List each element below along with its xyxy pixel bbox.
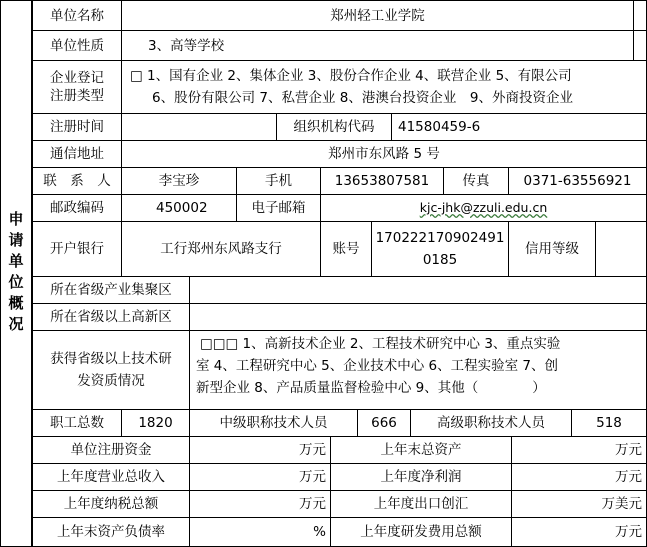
tax-value[interactable]: 万元: [189, 490, 331, 518]
total-assets-value[interactable]: 万元: [511, 436, 647, 464]
registration-time-value[interactable]: [121, 113, 277, 141]
cluster-label: 所在省级产业集聚区: [32, 276, 190, 304]
account-value[interactable]: [371, 221, 509, 277]
hitech-zone-value[interactable]: [189, 303, 647, 331]
unit-nature-label: 单位性质: [32, 30, 122, 61]
email-value[interactable]: [320, 194, 647, 222]
enterprise-type-label-line2: 注册类型: [50, 88, 104, 104]
fax-label: 传真: [443, 167, 509, 195]
enterprise-type-label: [32, 60, 122, 114]
debt-ratio-value[interactable]: %: [189, 517, 331, 547]
contact-label: 联 系 人: [32, 167, 122, 195]
qualification-options[interactable]: [189, 330, 647, 410]
postcode-value[interactable]: 450002: [121, 194, 237, 222]
mid-title-value[interactable]: 666: [357, 409, 411, 437]
account-label: 账号: [320, 221, 372, 277]
tax-label: 上年度纳税总额: [32, 490, 190, 518]
account-line1: 170222170902491: [375, 230, 505, 246]
registered-capital-value[interactable]: 万元: [189, 436, 331, 464]
fax-value[interactable]: 0371-63556921: [508, 167, 647, 195]
enterprise-type-label-line1: 企业登记: [50, 70, 104, 86]
postcode-label: 邮政编码: [32, 194, 122, 222]
staff-value[interactable]: 1820: [121, 409, 190, 437]
qualification-label-line1: 获得省级以上技术研: [50, 351, 172, 367]
rd-expense-label: 上年度研发费用总额: [330, 517, 512, 547]
total-assets-label: 上年末总资产: [330, 436, 512, 464]
org-code-label: 组织机构代码: [276, 113, 392, 141]
rd-expense-value[interactable]: 万元: [511, 517, 647, 547]
net-profit-value[interactable]: 万元: [511, 463, 647, 491]
qualification-label-line2: 发资质情况: [77, 373, 145, 389]
sidebar-title: 申请单位概况: [0, 0, 32, 547]
qualification-line1: □□□ 1、高新技术企业 2、工程技术研究中心 3、重点实验: [200, 336, 561, 352]
senior-title-label: 高级职称技术人员: [410, 409, 572, 437]
debt-ratio-label: 上年末资产负债率: [32, 517, 190, 547]
hitech-zone-label: 所在省级以上高新区: [32, 303, 190, 331]
bank-value[interactable]: 工行郑州东风路支行: [121, 221, 321, 277]
mobile-value[interactable]: 13653807581: [320, 167, 444, 195]
net-profit-label: 上年度净利润: [330, 463, 512, 491]
qualification-line3: 新型企业 8、产品质量监督检验中心 9、其他（ ）: [196, 380, 546, 396]
cluster-value[interactable]: [189, 276, 647, 304]
registration-time-label: 注册时间: [32, 113, 122, 141]
unit-nature-value[interactable]: 3、高等学校: [121, 30, 634, 61]
enterprise-type-line2: 6、股份有限公司 7、私营企业 8、港澳台投资企业 9、外商投资企业: [152, 90, 573, 106]
export-label: 上年度出口创汇: [330, 490, 512, 518]
unit-name-value[interactable]: 郑州轻工业学院: [121, 0, 634, 31]
address-label: 通信地址: [32, 140, 122, 168]
qualification-line2: 室 4、工程研究中心 5、企业技术中心 6、工程实验室 7、创: [196, 358, 559, 374]
mobile-label: 手机: [236, 167, 321, 195]
enterprise-type-line1: □ 1、国有企业 2、集体企业 3、股份合作企业 4、联营企业 5、有限公司: [130, 68, 572, 84]
address-value[interactable]: 郑州市东风路 5 号: [121, 140, 647, 168]
contact-value[interactable]: 李宝珍: [121, 167, 237, 195]
email-label: 电子邮箱: [236, 194, 321, 222]
enterprise-type-options[interactable]: [121, 60, 647, 114]
org-code-value[interactable]: 41580459-6: [391, 113, 647, 141]
unit-name-label: 单位名称: [32, 0, 122, 31]
revenue-value[interactable]: 万元: [189, 463, 331, 491]
bank-label: 开户银行: [32, 221, 122, 277]
mid-title-label: 中级职称技术人员: [189, 409, 358, 437]
qualification-label: [32, 330, 190, 410]
account-line2: 0185: [422, 252, 458, 268]
right-margin-cell: [633, 30, 647, 61]
right-margin-cell: [633, 0, 647, 31]
credit-value[interactable]: [595, 221, 647, 277]
staff-label: 职工总数: [32, 409, 122, 437]
export-value[interactable]: 万美元: [511, 490, 647, 518]
credit-label: 信用等级: [508, 221, 596, 277]
senior-title-value[interactable]: 518: [571, 409, 647, 437]
revenue-label: 上年度营业总收入: [32, 463, 190, 491]
registered-capital-label: 单位注册资金: [32, 436, 190, 464]
email-text: kjc-jhk@zzuli.edu.cn: [419, 200, 548, 215]
